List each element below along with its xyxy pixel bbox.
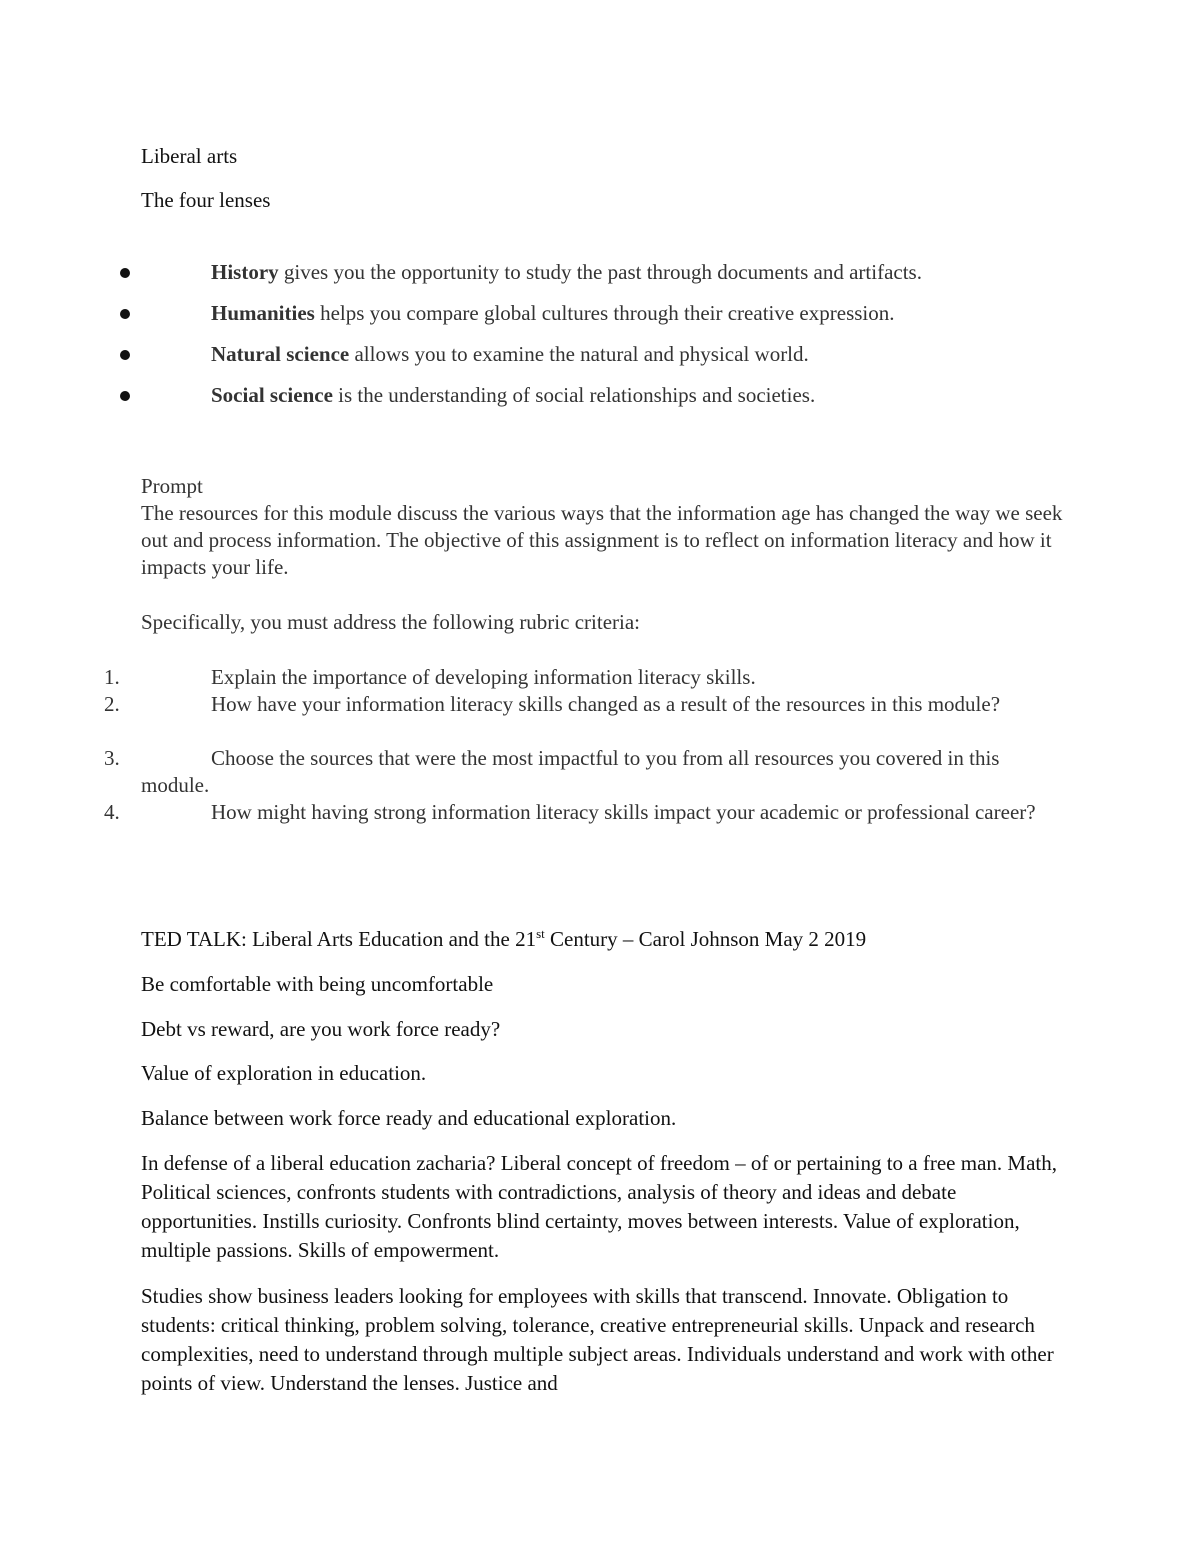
lens-term: Social science — [211, 383, 333, 407]
list-item — [0, 381, 1200, 411]
bullet-icon — [120, 391, 130, 401]
lens-desc: gives you the opportunity to study the past through documents and artifacts. — [278, 260, 922, 284]
note-paragraph: Value of exploration in education. — [141, 1061, 427, 1085]
note-paragraph: Be comfortable with being uncomfortable — [141, 972, 494, 996]
bullet-icon — [120, 350, 130, 360]
lens-desc: is the understanding of social relationships and societies. — [332, 383, 816, 407]
lens-term: Natural science — [211, 342, 350, 366]
list-item-text: Explain the importance of developing information literacy skills. — [211, 665, 756, 689]
note-paragraph: In defense of a liberal education zacharia? Liberal concept of freedom – of or pertaining to a free man. Math, Political sciences, confronts students with contradictions, analysis of theory and ideas and debate opportunities. Instills curiosity. Confronts blind certainty, moves between interests. Value of exploration, multiple passions. Skills of empowerment. — [141, 1151, 1057, 1262]
list-item — [0, 299, 1200, 329]
lens-term: History — [211, 260, 279, 284]
lens-desc: helps you compare global cultures through their creative expression. — [314, 301, 895, 325]
list-number: 4. — [104, 800, 120, 824]
list-item — [0, 340, 1200, 370]
note-paragraph: Studies show business leaders looking for employees with skills that transcend. Innovate. Obligation to students: critical thinking, problem solving, tolerance, creative entrepreneurial skills. Unpack and research complexities, need to understand through multiple subject areas. Individuals understand and work with other points of view. Understand the lenses. Justice and — [141, 1284, 1054, 1395]
list-item-text: Choose the sources that were the most impactful to you from all resources you covered in this module. — [141, 746, 1000, 797]
ted-title-suffix: Century – Carol Johnson May 2 2019 — [544, 927, 867, 951]
list-item-text — [211, 258, 922, 287]
criteria-intro: Specifically, you must address the following rubric criteria: — [141, 610, 640, 634]
list-number: 3. — [104, 746, 120, 770]
list-item-text — [211, 381, 815, 410]
ted-title — [141, 925, 866, 954]
note-paragraph: Debt vs reward, are you work force ready? — [141, 1017, 501, 1041]
doc-subtitle: The four lenses — [141, 188, 271, 212]
bullet-icon — [120, 268, 130, 278]
doc-title: Liberal arts — [141, 144, 238, 168]
list-number: 2. — [104, 692, 120, 716]
list-item-text: How might having strong information literacy skills impact your academic or professional career? — [211, 800, 1036, 824]
list-item-text — [211, 299, 895, 328]
ted-title-prefix: TED TALK: Liberal Arts Education and the 21 — [141, 927, 537, 951]
prompt-label: Prompt — [141, 474, 203, 498]
bullet-icon — [120, 309, 130, 319]
prompt-body: The resources for this module discuss the various ways that the information age has changed the way we seek out and process information. The objective of this assignment is to reflect on information literacy and how it impacts your life. — [141, 501, 1063, 579]
lens-desc: allows you to examine the natural and physical world. — [349, 342, 809, 366]
ted-title-sup: st — [536, 926, 545, 941]
lens-term: Humanities — [211, 301, 315, 325]
list-item-text: How have your information literacy skills changed as a result of the resources in this module? — [211, 692, 1001, 716]
list-number: 1. — [104, 665, 120, 689]
list-item-text — [211, 340, 809, 369]
list-item — [0, 258, 1200, 288]
note-paragraph: Balance between work force ready and educational exploration. — [141, 1106, 677, 1130]
